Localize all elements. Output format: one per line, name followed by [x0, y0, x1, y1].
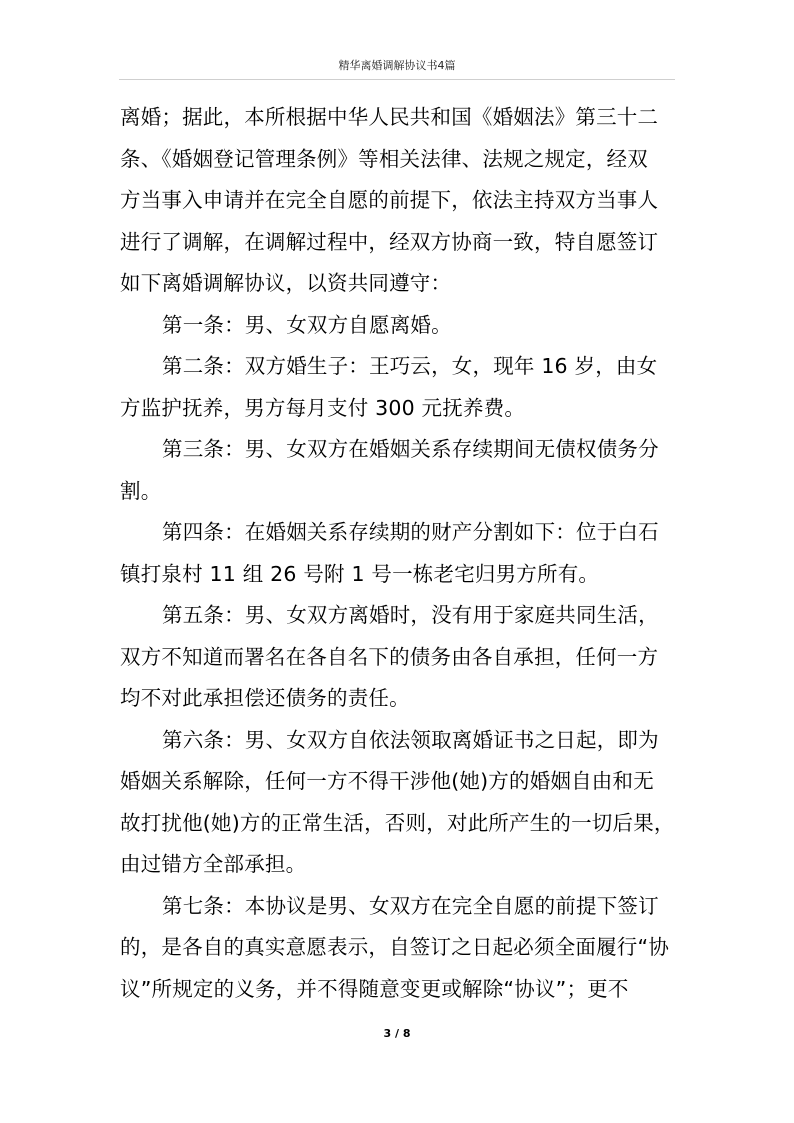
document-body [120, 97, 676, 1010]
text-line: 方监护抚养，男方每月支付 300 元抚养费。 [120, 395, 526, 420]
page-number: 3 / 8 [383, 1027, 411, 1040]
text-line: 婚姻关系解除，任何一方不得干涉他(她)方的婚姻自由和无 [120, 769, 654, 793]
article-7-line: 第七条：本协议是男、女双方在完全自愿的前提下签订 [162, 893, 659, 918]
text-line: 割。 [120, 478, 162, 503]
text-line: 条、《婚姻登记管理条例》等相关法律、法规之规定，经双 [120, 146, 648, 171]
text-line: 均不对此承担偿还债务的责任。 [120, 686, 410, 710]
document-header-title: 精华离婚调解协议书4篇 [338, 59, 456, 72]
header-divider [119, 79, 675, 80]
text-line: 议”所规定的义务，并不得随意变更或解除“协议”；更不 [120, 976, 629, 1001]
article-4-line: 第四条：在婚姻关系存续期的财产分割如下：位于白石 [162, 520, 659, 544]
text-line: 由过错方全部承担。 [120, 852, 307, 876]
article-2-line: 第二条：双方婚生子：王巧云，女，现年 16 岁，由女 [162, 354, 658, 378]
article-6-line: 第六条：男、女双方自依法领取离婚证书之日起，即为 [162, 727, 659, 752]
text-line: 故打扰他(她)方的正常生活，否则，对此所产生的一切后果， [120, 810, 675, 835]
text-line: 如下离婚调解协议，以资共同遵守： [120, 271, 452, 295]
text-line: 的，是各自的真实意愿表示，自签订之日起必须全面履行“协 [120, 935, 670, 959]
text-line: 进行了调解，在调解过程中，经双方协商一致，特自愿签订 [120, 229, 659, 254]
article-1-line: 第一条：男、女双方自愿离婚。 [162, 312, 452, 337]
article-3-line: 第三条：男、女双方在婚姻关系存续期间无债权债务分 [162, 437, 659, 461]
article-5-line: 第五条：男、女双方离婚时，没有用于家庭共同生活， [162, 603, 659, 627]
text-line: 离婚；据此，本所根据中华人民共和国《婚姻法》第三十二 [120, 105, 659, 129]
text-line: 方当事入申请并在完全自愿的前提下，依法主持双方当事人 [120, 188, 659, 212]
text-line: 镇打泉村 11 组 26 号附 1 号一栋老宅归男方所有。 [120, 561, 600, 586]
text-line: 双方不知道而署名在各自名下的债务由各自承担，任何一方 [120, 644, 659, 669]
